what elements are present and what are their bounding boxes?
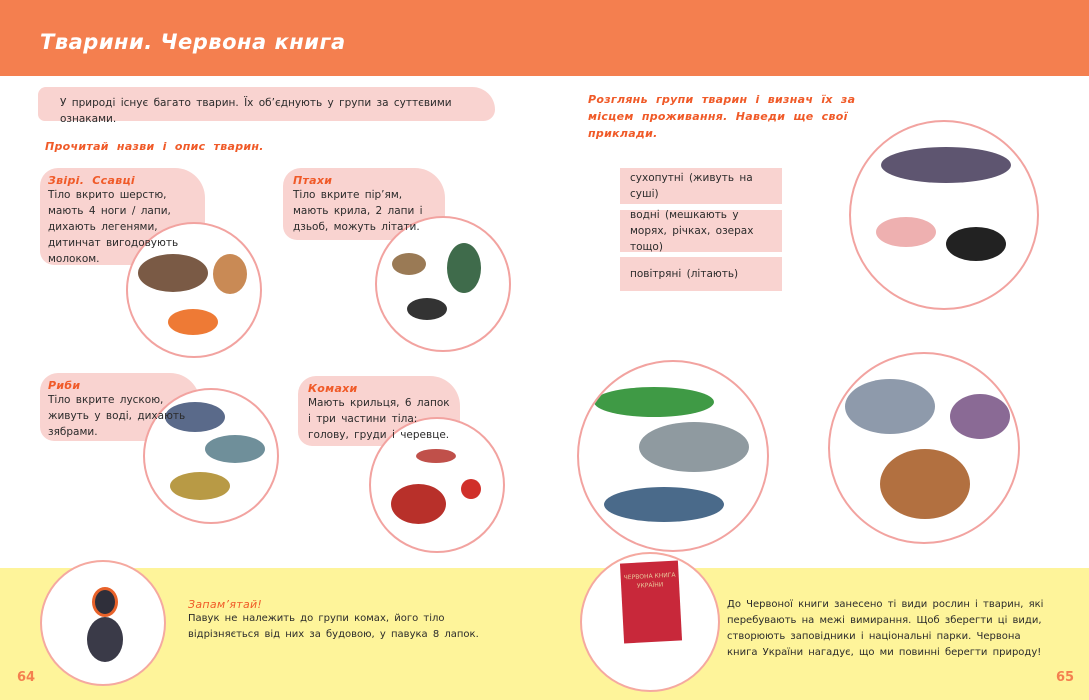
page-title: Тварини. Червона книга [40, 30, 346, 54]
mammals-text: Тіло вкрито шерстю, мають 4 ноги / лапи, дихають легенями, дитинчат вигодовують молоком. [48, 189, 179, 265]
bat-icon [881, 147, 1011, 183]
starling-icon [407, 298, 447, 320]
remember-text: Павук не належить до групи комах, його тіло відрізняється від них за будовою, у павука 8 лапок. [188, 613, 479, 640]
remember-title: Запам’ятай! [188, 598, 263, 611]
perch-icon [170, 472, 230, 500]
page-number-left: 64 [17, 670, 36, 685]
fish-text: Тіло вкрите лускою, живуть у воді, дихають зябрами. [48, 394, 186, 438]
spider-illustration [40, 560, 166, 686]
elephant-icon [845, 379, 935, 434]
land-animals-illustration [828, 352, 1020, 544]
tuna-icon [604, 487, 724, 522]
ostrich-icon [950, 394, 1010, 439]
mammals-bubble [40, 168, 205, 265]
habitat-land: сухопутні (живуть на суші) [620, 168, 782, 204]
butterfly-icon [391, 484, 446, 524]
dragonfly-icon [876, 217, 936, 247]
insects-title: Комахи [308, 382, 358, 395]
carp-icon [205, 435, 265, 463]
birds-title: Птахи [293, 174, 333, 187]
red-book-cover: ЧЕРВОНА КНИГА УКРАЇНИ [620, 561, 682, 644]
red-book-illustration [580, 552, 720, 692]
read-task: Прочитай назви і опис тварин. [45, 140, 264, 153]
birds-text: Тіло вкрите пір’ям, мають крила, 2 лапи і дзьоб, можуть літати. [293, 189, 423, 233]
mammals-title: Звірі. Ссавці [48, 174, 135, 187]
walrus-icon [639, 422, 749, 472]
page-number-right: 65 [1056, 670, 1075, 685]
remember-note [188, 598, 488, 643]
fish-title: Риби [48, 379, 81, 392]
bear-icon [880, 449, 970, 519]
insects-bubble [298, 376, 460, 446]
magpie-icon [946, 227, 1006, 261]
red-book-text: До Червоної книги занесено ті види рослин і тварин, які перебувають на межі вимирання. Щоб зберегти ці види, створюють заповідники і національні парки. Червона книга України нагадує, що ми повинні берегти природу! [727, 599, 1044, 658]
habitat-water: водні (мешкають у морях, річках, озерах тощо) [620, 210, 782, 252]
dragonfly-icon [416, 449, 456, 463]
crocodile-icon [594, 387, 714, 417]
stork-icon [447, 243, 481, 293]
birds-illustration [375, 216, 511, 352]
habitat-task: Розглянь групи тварин і визнач їх за місцем проживання. Наведи ще свої приклади. [588, 93, 856, 140]
water-animals-illustration [577, 360, 769, 552]
spider-abdomen [87, 617, 123, 662]
spider-icon [92, 587, 118, 617]
fish-bubble [40, 373, 200, 441]
fox-icon [168, 309, 218, 335]
insects-text: Мають крильця, 6 лапок і три частини тіла: голову, груди і черевце. [308, 397, 450, 441]
habitat-air: повітряні (літають) [620, 257, 782, 291]
ladybug-icon [461, 479, 481, 499]
air-animals-illustration [849, 120, 1039, 310]
intro-bubble: У природі існує багато тварин. Їх об’єднують у групи за суттєвими ознаками. [38, 87, 495, 121]
birds-bubble [283, 168, 445, 240]
sparrow-icon [392, 253, 426, 275]
monkey-icon [213, 254, 247, 294]
